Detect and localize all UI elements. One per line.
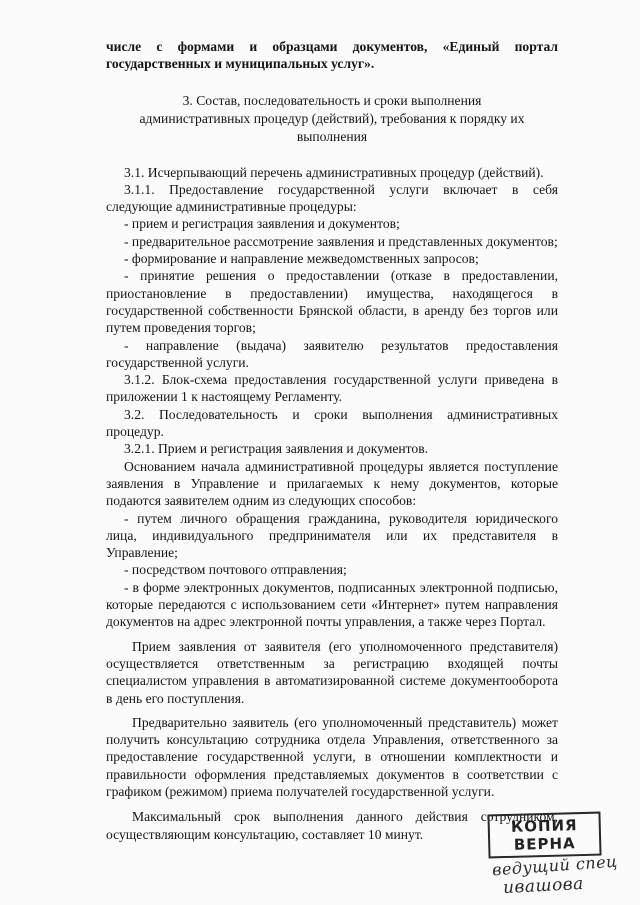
section-title-line-3: выполнения xyxy=(296,128,368,144)
list-item-interagency-requests: - формирование и направление межведомственных запросов; xyxy=(124,251,479,267)
stamp-line-1: КОПИЯ xyxy=(510,816,578,836)
paragraph-reception: Прием заявления от заявителя (его уполномоченного представителя) осуществляется ответственным за регистрацию входящей почты специалистом управления в автоматизированной системе документооборота в день его поступления. xyxy=(106,638,558,706)
paragraph-3-2: 3.2. Последовательность и сроки выполнения административных процедур. xyxy=(106,406,558,440)
list-item-electronic: - в форме электронных документов, подписанных электронной подписью, которые передаются с использованием сети «Интернет» путем направления документов на адрес электронной почты управления, а также через Портал. xyxy=(106,579,558,630)
list-item-personal-visit: - путем личного обращения гражданина, руководителя юридического лица, индивидуального предпринимателя или их представителя в Управление; xyxy=(106,510,558,561)
intro-text: числе с формами и образцами документов, «Единый портал государственных и муниципальных услуг». xyxy=(106,39,558,72)
list-item-results-delivery: - направление (выдача) заявителю результатов предоставления государственной услуги. xyxy=(106,337,558,370)
signature-line-1: ведущий спец xyxy=(491,851,619,880)
document-body xyxy=(106,38,558,843)
section-title xyxy=(106,92,558,146)
paragraph-3-1-2: 3.1.2. Блок-схема предоставления государственной услуги приведена в приложении 1 к настоящему Регламенту. xyxy=(106,372,558,405)
copy-verified-stamp xyxy=(487,812,601,859)
list-item-reception: - прием и регистрация заявления и документов; xyxy=(124,216,400,232)
section-title-line-2: административных процедур (действий), требования к порядку их xyxy=(139,110,525,126)
paragraph-3-1: 3.1. Исчерпывающий перечень административных процедур (действий). xyxy=(124,164,544,180)
list-item-postal: - посредством почтового отправления; xyxy=(124,562,347,578)
paragraph-max-time: Максимальный срок выполнения данного действия сотрудником, осуществляющим консультацию, составляет 10 минут. xyxy=(106,809,558,842)
stamp-line-2: ВЕРНА xyxy=(513,834,576,854)
paragraph-basis: Основанием начала административной процедуры является поступление заявления в Управление и прилагаемых к нему документов, которые подаются заявителем одним из следующих способов: xyxy=(106,458,558,509)
paragraph-3-1-1: 3.1.1. Предоставление государственной услуги включает в себя следующие административные процедуры: xyxy=(106,181,558,215)
signature-line-2: ивашова xyxy=(502,873,585,899)
paragraph-consultation: Предварительно заявитель (его уполномоченный представитель) может получить консультацию сотрудника отдела Управления, ответственного за предоставление государственной услуги, в отношении комплектности и правильности оформления представляемых документов в соответствии с графиком (режимом) приема получателей государственной услуги. xyxy=(106,714,558,799)
list-item-decision: - принятие решения о предоставлении (отказе в предоставлении, приостановление в предоставлении) имущества, находящегося в государственной собственности Брянской области, в аренду без торгов или путем проведения торгов; xyxy=(106,268,558,336)
list-item-preliminary-review: - предварительное рассмотрение заявления и представленных документов; xyxy=(124,233,558,249)
section-title-line-1: 3. Состав, последовательность и сроки выполнения xyxy=(182,92,482,108)
paragraph-3-2-1: 3.2.1. Прием и регистрация заявления и документов. xyxy=(124,441,429,457)
